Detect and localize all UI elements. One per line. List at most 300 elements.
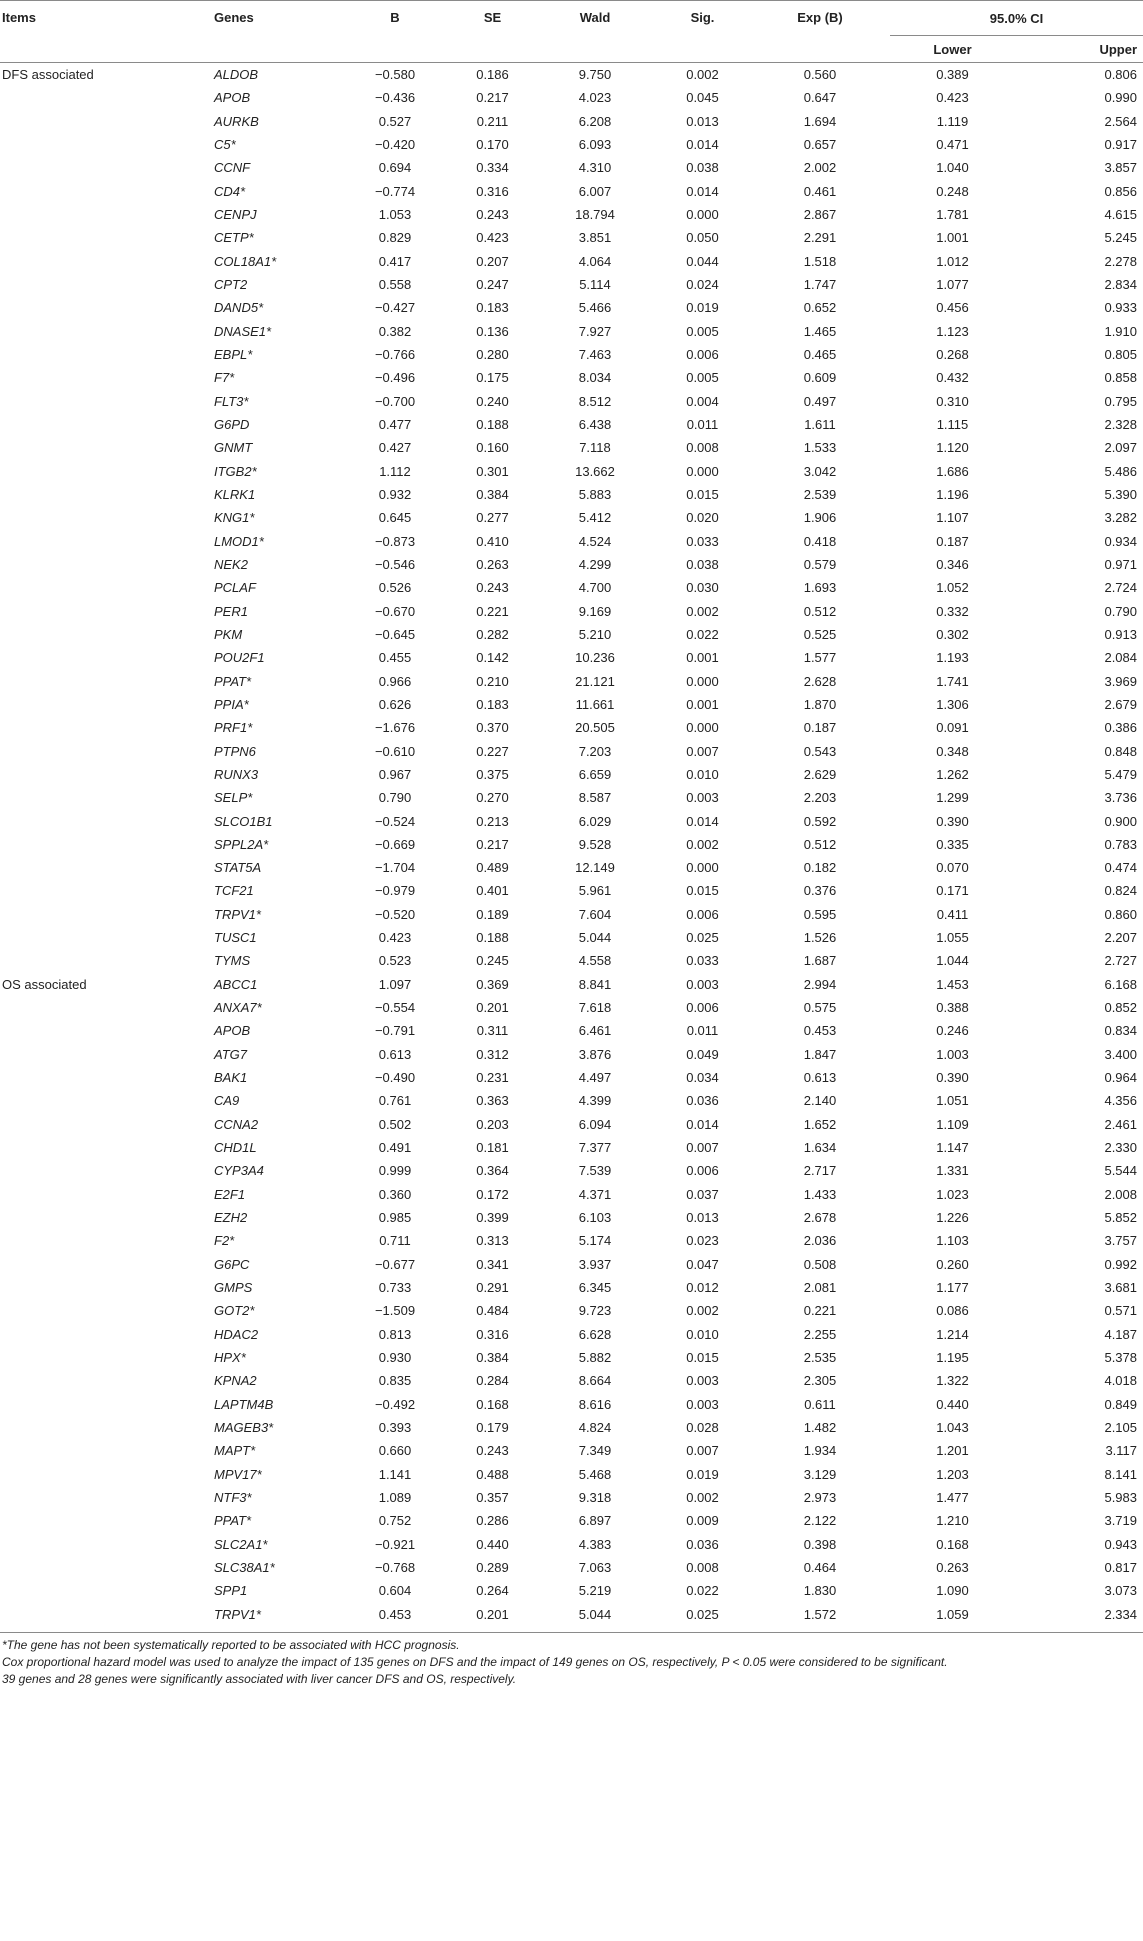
group-label-empty bbox=[0, 600, 210, 623]
gene-name: CETP* bbox=[214, 230, 254, 246]
cell-b: 0.613 bbox=[378, 1046, 412, 1062]
cell-b: 0.502 bbox=[378, 1116, 412, 1132]
cell-ci-upper: 3.736 bbox=[1104, 790, 1138, 806]
cell-wald: 4.824 bbox=[578, 1420, 612, 1436]
table-row bbox=[0, 810, 1143, 833]
cell-ci-upper: 2.334 bbox=[1104, 1606, 1138, 1622]
cell-ci-lower: 0.390 bbox=[936, 1070, 969, 1086]
cell-wald: 5.114 bbox=[579, 276, 611, 292]
cell-se: 0.247 bbox=[476, 276, 509, 292]
cell-wald: 4.383 bbox=[578, 1536, 612, 1552]
cell-sig: 0.012 bbox=[686, 1280, 719, 1296]
cell-se: 0.136 bbox=[476, 323, 509, 339]
gene-name: DAND5* bbox=[214, 300, 264, 316]
cell-ci-lower: 0.432 bbox=[936, 370, 969, 386]
gene-name: TCF21 bbox=[214, 883, 254, 899]
cell-ci-lower: 1.115 bbox=[936, 416, 969, 432]
cell-b: −0.436 bbox=[374, 90, 416, 106]
cell-b: −1.509 bbox=[374, 1303, 416, 1319]
cell-wald: 7.203 bbox=[578, 743, 612, 759]
cell-expb: 1.577 bbox=[803, 650, 837, 666]
cell-ci-upper: 1.910 bbox=[1104, 323, 1138, 339]
cell-se: 0.189 bbox=[476, 906, 509, 922]
table-row bbox=[0, 460, 1143, 483]
table-row bbox=[0, 1323, 1143, 1346]
cell-ci-upper: 5.544 bbox=[1104, 1163, 1138, 1179]
group-label-empty bbox=[0, 413, 210, 436]
cell-ci-upper: 0.834 bbox=[1104, 1023, 1138, 1039]
cell-wald: 5.044 bbox=[578, 1606, 612, 1622]
cell-wald: 13.662 bbox=[575, 463, 615, 479]
cell-ci-upper: 0.783 bbox=[1104, 836, 1138, 852]
cell-sig: 0.013 bbox=[686, 113, 719, 129]
cell-ci-upper: 2.105 bbox=[1104, 1420, 1138, 1436]
gene-name: F2* bbox=[214, 1233, 235, 1249]
cell-wald: 4.064 bbox=[578, 253, 612, 269]
group-label-empty bbox=[0, 343, 210, 366]
cell-ci-upper: 3.681 bbox=[1104, 1280, 1138, 1296]
cell-ci-upper: 3.969 bbox=[1104, 673, 1138, 689]
cell-expb: 0.652 bbox=[803, 300, 837, 316]
cell-wald: 7.604 bbox=[578, 906, 612, 922]
cell-se: 0.312 bbox=[476, 1046, 509, 1062]
cell-ci-lower: 1.477 bbox=[936, 1490, 969, 1506]
group-label-empty bbox=[0, 366, 210, 389]
cell-b: 0.711 bbox=[379, 1233, 411, 1249]
cell-ci-upper: 2.679 bbox=[1104, 696, 1138, 712]
group-label-empty bbox=[0, 226, 210, 249]
gene-name: STAT5A bbox=[214, 860, 262, 876]
cell-wald: 6.007 bbox=[578, 183, 612, 199]
cell-sig: 0.047 bbox=[686, 1256, 719, 1272]
table-row bbox=[0, 879, 1143, 902]
cell-ci-upper: 5.983 bbox=[1104, 1490, 1138, 1506]
gene-name: SLC38A1* bbox=[214, 1560, 275, 1575]
cell-ci-lower: 1.044 bbox=[936, 953, 969, 969]
footnote-p-symbol: P bbox=[721, 1655, 730, 1669]
group-label-empty bbox=[0, 180, 210, 203]
cell-expb: 0.560 bbox=[803, 67, 837, 82]
cell-se: 0.207 bbox=[476, 253, 509, 269]
cell-ci-lower: 0.310 bbox=[936, 393, 969, 409]
cell-ci-lower: 1.043 bbox=[936, 1420, 969, 1436]
cell-se: 0.160 bbox=[476, 440, 509, 456]
table-row bbox=[0, 1066, 1143, 1089]
cell-sig: 0.010 bbox=[686, 1326, 719, 1342]
cell-se: 0.203 bbox=[476, 1116, 509, 1132]
cell-ci-lower: 1.781 bbox=[936, 206, 969, 222]
cell-ci-lower: 0.070 bbox=[936, 860, 969, 876]
cell-wald: 6.094 bbox=[578, 1116, 612, 1132]
cell-ci-lower: 0.411 bbox=[936, 906, 969, 922]
gene-name: HPX* bbox=[214, 1350, 246, 1366]
gene-name: ALDOB bbox=[214, 67, 259, 82]
cell-expb: 1.830 bbox=[803, 1583, 837, 1599]
cell-wald: 9.723 bbox=[578, 1303, 612, 1319]
cell-wald: 8.034 bbox=[578, 370, 612, 386]
cell-se: 0.213 bbox=[476, 813, 509, 829]
cell-ci-lower: 1.203 bbox=[936, 1466, 969, 1482]
table-row bbox=[0, 949, 1143, 972]
group-label-empty bbox=[0, 1323, 210, 1346]
cell-ci-upper: 3.282 bbox=[1104, 510, 1138, 526]
cell-sig: 0.004 bbox=[686, 393, 719, 409]
cell-b: 0.604 bbox=[378, 1583, 412, 1599]
cell-sig: 0.007 bbox=[686, 743, 719, 759]
group-label-empty bbox=[0, 623, 210, 646]
gene-name: RUNX3 bbox=[214, 766, 259, 782]
cell-expb: 1.694 bbox=[803, 113, 837, 129]
cell-expb: 1.533 bbox=[803, 440, 837, 456]
table-row bbox=[0, 763, 1143, 786]
cell-b: 0.427 bbox=[378, 440, 412, 456]
group-label-empty bbox=[0, 460, 210, 483]
gene-name: PKM bbox=[214, 626, 243, 642]
group-label-empty bbox=[0, 670, 210, 693]
cell-wald: 5.044 bbox=[578, 930, 612, 946]
cell-b: 1.112 bbox=[379, 463, 411, 479]
cell-wald: 8.841 bbox=[578, 976, 612, 992]
gene-name: G6PD bbox=[214, 416, 250, 432]
group-label-empty bbox=[0, 856, 210, 879]
cell-se: 0.401 bbox=[476, 883, 509, 899]
cell-se: 0.364 bbox=[476, 1163, 509, 1179]
gene-name: SPPL2A* bbox=[214, 836, 269, 852]
cell-b: 0.453 bbox=[378, 1606, 412, 1622]
cell-ci-upper: 4.615 bbox=[1104, 206, 1138, 222]
group-label: OS associated bbox=[2, 976, 87, 992]
cell-ci-lower: 0.389 bbox=[936, 67, 969, 82]
cell-sig: 0.044 bbox=[686, 253, 719, 269]
cell-sig: 0.049 bbox=[686, 1046, 719, 1062]
cell-b: 1.141 bbox=[378, 1466, 412, 1482]
table-row bbox=[0, 110, 1143, 133]
cell-se: 0.217 bbox=[476, 90, 509, 106]
table-row bbox=[0, 1089, 1143, 1112]
gene-name: ABCC1 bbox=[214, 976, 258, 992]
table-row bbox=[0, 1509, 1143, 1532]
cell-wald: 10.236 bbox=[575, 650, 615, 666]
cell-wald: 9.169 bbox=[578, 603, 612, 619]
cell-b: 0.813 bbox=[378, 1326, 412, 1342]
cell-wald: 11.661 bbox=[575, 696, 615, 712]
group-label-empty bbox=[0, 553, 210, 576]
gene-name: APOB bbox=[214, 90, 251, 106]
table-row bbox=[0, 973, 1143, 996]
cell-wald: 7.618 bbox=[578, 1000, 612, 1016]
cell-expb: 0.657 bbox=[803, 136, 837, 152]
cell-b: −1.676 bbox=[374, 720, 416, 736]
cell-sig: 0.003 bbox=[686, 976, 719, 992]
cell-ci-upper: 2.097 bbox=[1104, 440, 1138, 456]
cell-sig: 0.000 bbox=[686, 463, 719, 479]
cell-expb: 0.613 bbox=[803, 1070, 837, 1086]
cell-sig: 0.050 bbox=[686, 230, 719, 246]
cell-expb: 1.652 bbox=[803, 1116, 837, 1132]
cell-ci-upper: 2.207 bbox=[1104, 930, 1138, 946]
cell-ci-lower: 0.332 bbox=[936, 603, 969, 619]
group-label-empty bbox=[0, 1159, 210, 1182]
cell-sig: 0.019 bbox=[686, 300, 719, 316]
group-label-empty bbox=[0, 296, 210, 319]
cell-se: 0.375 bbox=[476, 766, 509, 782]
cell-ci-lower: 1.226 bbox=[936, 1210, 969, 1226]
cell-expb: 1.634 bbox=[803, 1140, 837, 1156]
cell-sig: 0.000 bbox=[686, 860, 719, 876]
table-row bbox=[0, 1486, 1143, 1509]
cell-wald: 18.794 bbox=[575, 206, 615, 222]
cell-b: −0.496 bbox=[374, 370, 416, 386]
cell-ci-upper: 0.848 bbox=[1104, 743, 1138, 759]
cell-sig: 0.013 bbox=[686, 1210, 719, 1226]
table-row bbox=[0, 203, 1143, 226]
cell-b: −0.791 bbox=[374, 1023, 416, 1039]
cell-se: 0.172 bbox=[476, 1186, 509, 1202]
cell-se: 0.357 bbox=[476, 1490, 509, 1506]
cell-sig: 0.002 bbox=[686, 67, 719, 82]
cell-sig: 0.011 bbox=[686, 1023, 719, 1039]
cell-sig: 0.006 bbox=[686, 346, 719, 362]
cell-b: 0.694 bbox=[378, 160, 412, 176]
group-label-empty bbox=[0, 156, 210, 179]
cell-expb: 2.305 bbox=[803, 1373, 837, 1389]
cell-sig: 0.015 bbox=[686, 1350, 719, 1366]
group-label-empty bbox=[0, 1463, 210, 1486]
table-row bbox=[0, 670, 1143, 693]
group-label-empty bbox=[0, 1113, 210, 1136]
cell-se: 0.245 bbox=[476, 953, 509, 969]
gene-name: ATG7 bbox=[214, 1046, 247, 1062]
table-row bbox=[0, 390, 1143, 413]
gene-name: CCNF bbox=[214, 160, 251, 176]
cell-se: 0.186 bbox=[476, 67, 509, 82]
cell-se: 0.210 bbox=[476, 673, 509, 689]
cell-sig: 0.036 bbox=[686, 1093, 719, 1109]
cell-ci-upper: 8.141 bbox=[1104, 1466, 1138, 1482]
cell-expb: 0.497 bbox=[803, 393, 837, 409]
cell-ci-lower: 0.335 bbox=[936, 836, 969, 852]
footnote-summary: 39 genes and 28 genes were significantly associated with liver cancer DFS and OS, respectively. bbox=[2, 1672, 517, 1686]
table-row bbox=[0, 156, 1143, 179]
cell-wald: 5.219 bbox=[578, 1583, 612, 1599]
cell-sig: 0.000 bbox=[686, 720, 719, 736]
table-body bbox=[0, 63, 1143, 1626]
cell-wald: 7.063 bbox=[578, 1560, 612, 1575]
gene-name: ANXA7* bbox=[214, 1000, 262, 1016]
cell-ci-upper: 2.330 bbox=[1104, 1140, 1138, 1156]
cell-b: −0.580 bbox=[374, 67, 416, 82]
table-row bbox=[0, 1393, 1143, 1416]
cell-b: −0.700 bbox=[374, 393, 416, 409]
cell-sig: 0.002 bbox=[686, 1303, 719, 1319]
cell-ci-upper: 2.564 bbox=[1104, 113, 1138, 129]
cell-sig: 0.023 bbox=[686, 1233, 719, 1249]
cell-se: 0.183 bbox=[476, 696, 509, 712]
gene-name: TRPV1* bbox=[214, 1606, 261, 1622]
cell-ci-upper: 0.913 bbox=[1104, 626, 1138, 642]
table-row bbox=[0, 646, 1143, 669]
header-expb: Exp (B) bbox=[797, 10, 843, 25]
cell-ci-upper: 2.461 bbox=[1104, 1116, 1138, 1132]
cell-b: −0.677 bbox=[374, 1256, 416, 1272]
gene-name: CHD1L bbox=[214, 1140, 257, 1156]
cell-b: −0.873 bbox=[374, 533, 416, 549]
group-label-empty bbox=[0, 86, 210, 109]
group-label-empty bbox=[0, 273, 210, 296]
cell-ci-lower: 1.322 bbox=[936, 1373, 969, 1389]
table-row bbox=[0, 1416, 1143, 1439]
cell-ci-lower: 1.306 bbox=[936, 696, 969, 712]
cell-ci-upper: 0.795 bbox=[1104, 393, 1138, 409]
group-label-empty bbox=[0, 879, 210, 902]
cell-se: 0.170 bbox=[476, 136, 509, 152]
cell-sig: 0.006 bbox=[686, 906, 719, 922]
cell-ci-upper: 0.917 bbox=[1104, 136, 1138, 152]
cell-b: −0.645 bbox=[374, 626, 416, 642]
cell-ci-lower: 0.456 bbox=[936, 300, 969, 316]
cell-b: −0.768 bbox=[374, 1560, 416, 1575]
cell-sig: 0.024 bbox=[686, 276, 719, 292]
cell-ci-lower: 0.390 bbox=[936, 813, 969, 829]
footnote-method-threshold: < 0.05 were considered to be significant. bbox=[729, 1655, 948, 1669]
cell-se: 0.211 bbox=[476, 113, 509, 129]
cell-expb: 1.693 bbox=[803, 580, 837, 596]
cell-b: −0.490 bbox=[374, 1070, 416, 1086]
cell-ci-lower: 0.086 bbox=[936, 1303, 969, 1319]
cell-b: 0.932 bbox=[378, 486, 412, 502]
cell-wald: 4.299 bbox=[578, 556, 612, 572]
cell-b: −0.427 bbox=[374, 300, 416, 316]
group-label-empty bbox=[0, 576, 210, 599]
gene-name: GMPS bbox=[214, 1280, 253, 1296]
header-genes: Genes bbox=[214, 10, 254, 25]
cell-se: 0.423 bbox=[476, 230, 509, 246]
header-se: SE bbox=[483, 10, 502, 25]
cell-ci-upper: 2.278 bbox=[1104, 253, 1138, 269]
cell-se: 0.311 bbox=[476, 1023, 509, 1039]
cell-expb: 0.221 bbox=[803, 1303, 837, 1319]
gene-name: EZH2 bbox=[214, 1210, 248, 1226]
cell-expb: 0.611 bbox=[804, 1396, 836, 1412]
cell-wald: 7.349 bbox=[578, 1443, 612, 1459]
cell-sig: 0.034 bbox=[686, 1070, 719, 1086]
cell-ci-lower: 1.120 bbox=[936, 440, 969, 456]
cell-expb: 2.081 bbox=[803, 1280, 837, 1296]
table-row bbox=[0, 86, 1143, 109]
cell-ci-upper: 3.117 bbox=[1105, 1443, 1138, 1459]
table-row bbox=[0, 413, 1143, 436]
cell-sig: 0.015 bbox=[686, 486, 719, 502]
cell-b: 0.558 bbox=[378, 276, 412, 292]
cell-wald: 6.345 bbox=[578, 1280, 612, 1296]
cell-ci-lower: 1.001 bbox=[936, 230, 969, 246]
group-label-empty bbox=[0, 1579, 210, 1602]
cell-se: 0.286 bbox=[476, 1513, 509, 1529]
cell-wald: 4.700 bbox=[578, 580, 612, 596]
cell-expb: 2.629 bbox=[803, 766, 837, 782]
cell-expb: 2.255 bbox=[803, 1326, 837, 1342]
gene-name: DNASE1* bbox=[214, 323, 272, 339]
cell-expb: 2.002 bbox=[803, 160, 837, 176]
cell-wald: 6.103 bbox=[578, 1210, 612, 1226]
cell-se: 0.282 bbox=[476, 626, 509, 642]
cell-expb: 2.973 bbox=[803, 1490, 837, 1506]
gene-name: TRPV1* bbox=[214, 906, 261, 922]
cell-wald: 5.412 bbox=[578, 510, 612, 526]
group-label-empty bbox=[0, 436, 210, 459]
group-label-empty bbox=[0, 1509, 210, 1532]
table-row bbox=[0, 693, 1143, 716]
group-label-empty bbox=[0, 1089, 210, 1112]
cell-expb: 3.042 bbox=[803, 463, 837, 479]
cell-ci-upper: 4.356 bbox=[1104, 1093, 1138, 1109]
cell-expb: 0.592 bbox=[803, 813, 837, 829]
cell-ci-upper: 0.990 bbox=[1104, 90, 1138, 106]
cell-b: 0.455 bbox=[378, 650, 412, 666]
cell-ci-lower: 0.260 bbox=[936, 1256, 969, 1272]
cell-wald: 4.023 bbox=[578, 90, 612, 106]
gene-name: F7* bbox=[214, 370, 235, 386]
cell-ci-lower: 1.077 bbox=[936, 276, 969, 292]
cell-wald: 20.505 bbox=[575, 720, 615, 736]
cell-sig: 0.010 bbox=[686, 766, 719, 782]
group-label-empty bbox=[0, 786, 210, 809]
table-row bbox=[0, 180, 1143, 203]
cell-se: 0.316 bbox=[476, 1326, 509, 1342]
gene-name: GNMT bbox=[214, 440, 253, 456]
cell-ci-lower: 1.214 bbox=[936, 1326, 969, 1342]
cell-ci-upper: 0.943 bbox=[1104, 1536, 1138, 1552]
cell-ci-lower: 0.348 bbox=[936, 743, 969, 759]
gene-name: MAGEB3* bbox=[214, 1420, 274, 1436]
cell-b: −0.492 bbox=[374, 1396, 416, 1412]
gene-name: PER1 bbox=[214, 603, 248, 619]
cell-se: 0.183 bbox=[476, 300, 509, 316]
cell-b: −0.766 bbox=[374, 346, 416, 362]
cell-b: 0.393 bbox=[378, 1420, 412, 1436]
cell-sig: 0.014 bbox=[686, 136, 719, 152]
cell-wald: 6.208 bbox=[578, 113, 612, 129]
cell-wald: 6.628 bbox=[578, 1326, 612, 1342]
cell-expb: 1.482 bbox=[803, 1420, 837, 1436]
gene-name: CD4* bbox=[214, 183, 246, 199]
cell-se: 0.175 bbox=[476, 370, 509, 386]
footnote-method bbox=[0, 1654, 1143, 1671]
cell-sig: 0.025 bbox=[686, 930, 719, 946]
gene-name: PRF1* bbox=[214, 720, 253, 736]
cell-ci-upper: 0.860 bbox=[1104, 906, 1138, 922]
cell-b: −0.669 bbox=[374, 836, 416, 852]
cell-ci-upper: 0.934 bbox=[1104, 533, 1138, 549]
cell-b: 0.626 bbox=[378, 696, 412, 712]
cell-se: 0.264 bbox=[476, 1583, 509, 1599]
cell-se: 0.284 bbox=[476, 1373, 509, 1389]
gene-name: SLC2A1* bbox=[214, 1536, 268, 1552]
cell-ci-upper: 3.400 bbox=[1104, 1046, 1138, 1062]
cell-se: 0.201 bbox=[476, 1000, 509, 1016]
cell-wald: 5.210 bbox=[578, 626, 612, 642]
gene-name: CPT2 bbox=[214, 276, 248, 292]
cell-sig: 0.045 bbox=[686, 90, 719, 106]
cell-sig: 0.005 bbox=[686, 370, 719, 386]
group-label-empty bbox=[0, 810, 210, 833]
header-sig: Sig. bbox=[690, 10, 715, 25]
table-row bbox=[0, 63, 1143, 87]
cell-b: 0.835 bbox=[378, 1373, 412, 1389]
cell-ci-upper: 3.757 bbox=[1104, 1233, 1138, 1249]
group-label-empty bbox=[0, 1416, 210, 1439]
table-row bbox=[0, 1346, 1143, 1369]
